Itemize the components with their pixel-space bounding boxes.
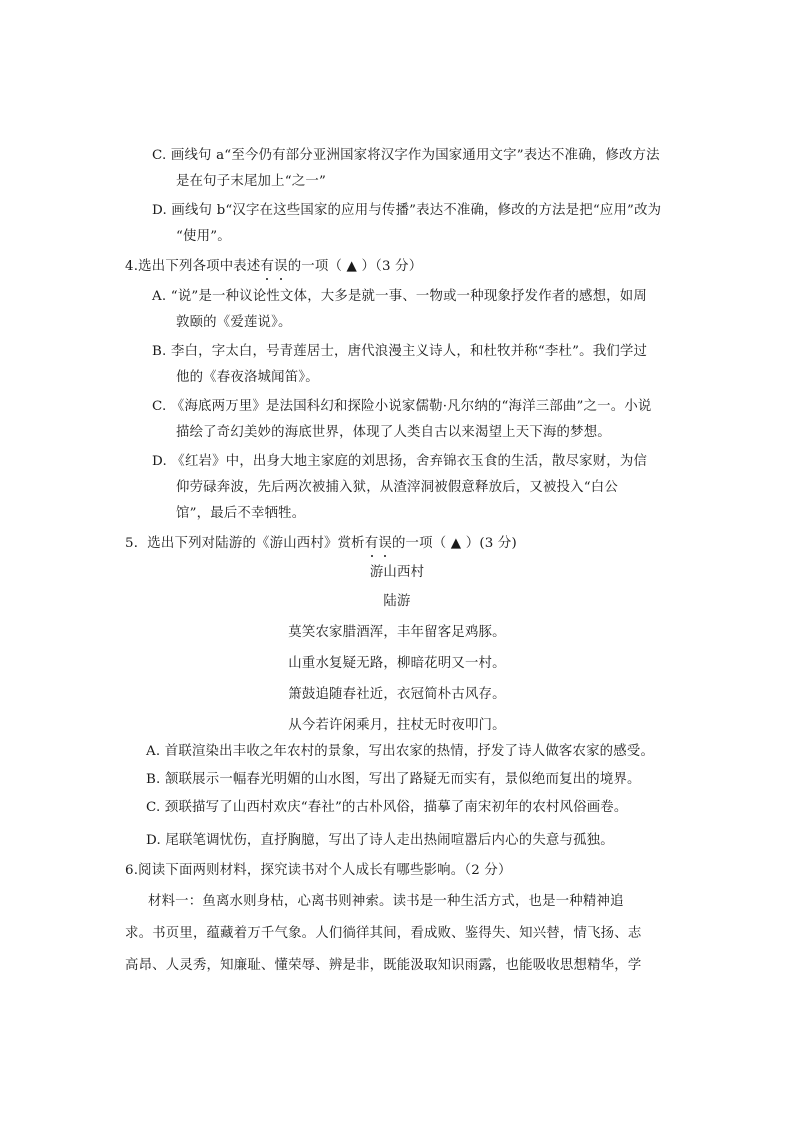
poem-line: 莫笑农家腊酒浑，丰年留客足鸡豚。 bbox=[288, 625, 506, 640]
q4-option-d-line3: 馆”，最后不幸牺牲。 bbox=[176, 506, 306, 521]
q5-option-b: B. 颔联展示一幅春光明媚的山水图，写出了路疑无而实有，景似绝而复出的境界。 bbox=[146, 772, 641, 787]
q5-stem-tail: 的一项（ ▲ ）(3 分) bbox=[391, 536, 517, 551]
q6-material1-line1: 材料一：鱼离水则身枯，心离书则神索。读书是一种生活方式，也是一种精神追 bbox=[148, 894, 624, 909]
q5-option-a: A. 首联渲染出丰收之年农村的景象，写出农家的热情，抒发了诗人做客农家的感受。 bbox=[146, 744, 655, 759]
q4-option-b-line2: 他的《春夜洛城闻笛》。 bbox=[176, 370, 319, 385]
emphasis-char: 误 bbox=[274, 259, 288, 274]
q5-stem-text: 5．选出下列对陆游的《游山西村》赏析 bbox=[125, 536, 365, 551]
q3-option-c-line1: C. 画线句 a“至今仍有部分亚洲国家将汉字作为国家通用文字”表达不准确，修改方法 bbox=[152, 148, 660, 163]
q4-option-d-line1: D. 《红岩》中，出身大地主家庭的刘思扬，舍弃锦衣玉食的生活，散尽家财，为信 bbox=[152, 454, 648, 469]
q4-option-d-line2: 仰劳碌奔波，先后两次被捕入狱，从渣滓洞被假意释放后，又被投入“白公 bbox=[176, 480, 618, 495]
q4-option-b-line1: B. 李白，字太白，号青莲居士，唐代浪漫主义诗人，和杜牧并称“李杜”。我们学过 bbox=[152, 344, 648, 359]
emphasis-char: 有 bbox=[364, 536, 379, 551]
poem-title: 游山西村 bbox=[369, 565, 425, 580]
q4-stem bbox=[125, 258, 422, 276]
q3-option-d-line1: D. 画线句 b“汉字在这些国家的应用与传播”表达不准确，修改的方法是把“应用”改为 bbox=[152, 203, 662, 218]
q6-material1-line3: 高昂、人灵秀，知廉耻、懂荣辱、辨是非，既能汲取知识雨露，也能吸收思想精华，学 bbox=[125, 958, 642, 973]
poem-line: 箫鼓追随春社近，衣冠简朴古风存。 bbox=[288, 687, 506, 702]
poem-line: 山重水复疑无路，柳暗花明又一村。 bbox=[288, 656, 506, 671]
poem-author: 陆游 bbox=[383, 594, 411, 609]
q6-stem: 6.阅读下面两则材料，探究读书对个人成长有哪些影响。（2 分） bbox=[125, 863, 512, 878]
q4-option-a-line1: A. “说”是一种议论性文体，大多是就一事、一物或一种现象抒发作者的感想，如周 bbox=[152, 289, 647, 304]
emphasis-char: 有 bbox=[260, 259, 275, 274]
q4-option-a-line2: 敦颐的《爱莲说》。 bbox=[176, 315, 292, 330]
q4-option-c-line2: 描绘了奇幻美妙的海底世界，体现了人类自古以来渴望上天下海的梦想。 bbox=[176, 425, 611, 440]
q5-stem bbox=[125, 535, 517, 553]
q4-option-c-line1: C. 《海底两万里》是法国科幻和探险小说家儒勒·凡尔纳的“海洋三部曲”之一。小说 bbox=[152, 399, 652, 414]
emphasis-char: 误 bbox=[378, 536, 392, 551]
q4-stem-tail: 的一项（ ▲ ）（3 分） bbox=[287, 259, 423, 274]
q5-option-c: C. 颈联描写了山西村欢庆“春社”的古朴风俗，描摹了南宋初年的农村风俗画卷。 bbox=[146, 800, 628, 815]
q4-stem-text: 4.选出下列各项中表述 bbox=[125, 259, 261, 274]
q5-option-d: D. 尾联笔调忧伤，直抒胸臆，写出了诗人走出热闹喧嚣后内心的失意与孤独。 bbox=[146, 833, 614, 848]
poem-line: 从今若许闲乘月，拄杖无时夜叩门。 bbox=[288, 718, 506, 733]
q6-material1-line2: 求。书页里，蕴藏着万千气象。人们徜徉其间，看成败、鉴得失、知兴替，情飞扬、志 bbox=[125, 926, 642, 941]
q3-option-c-line2: 是在句子末尾加上“之一” bbox=[176, 174, 326, 189]
q3-option-d-line2: “使用”。 bbox=[176, 229, 231, 244]
